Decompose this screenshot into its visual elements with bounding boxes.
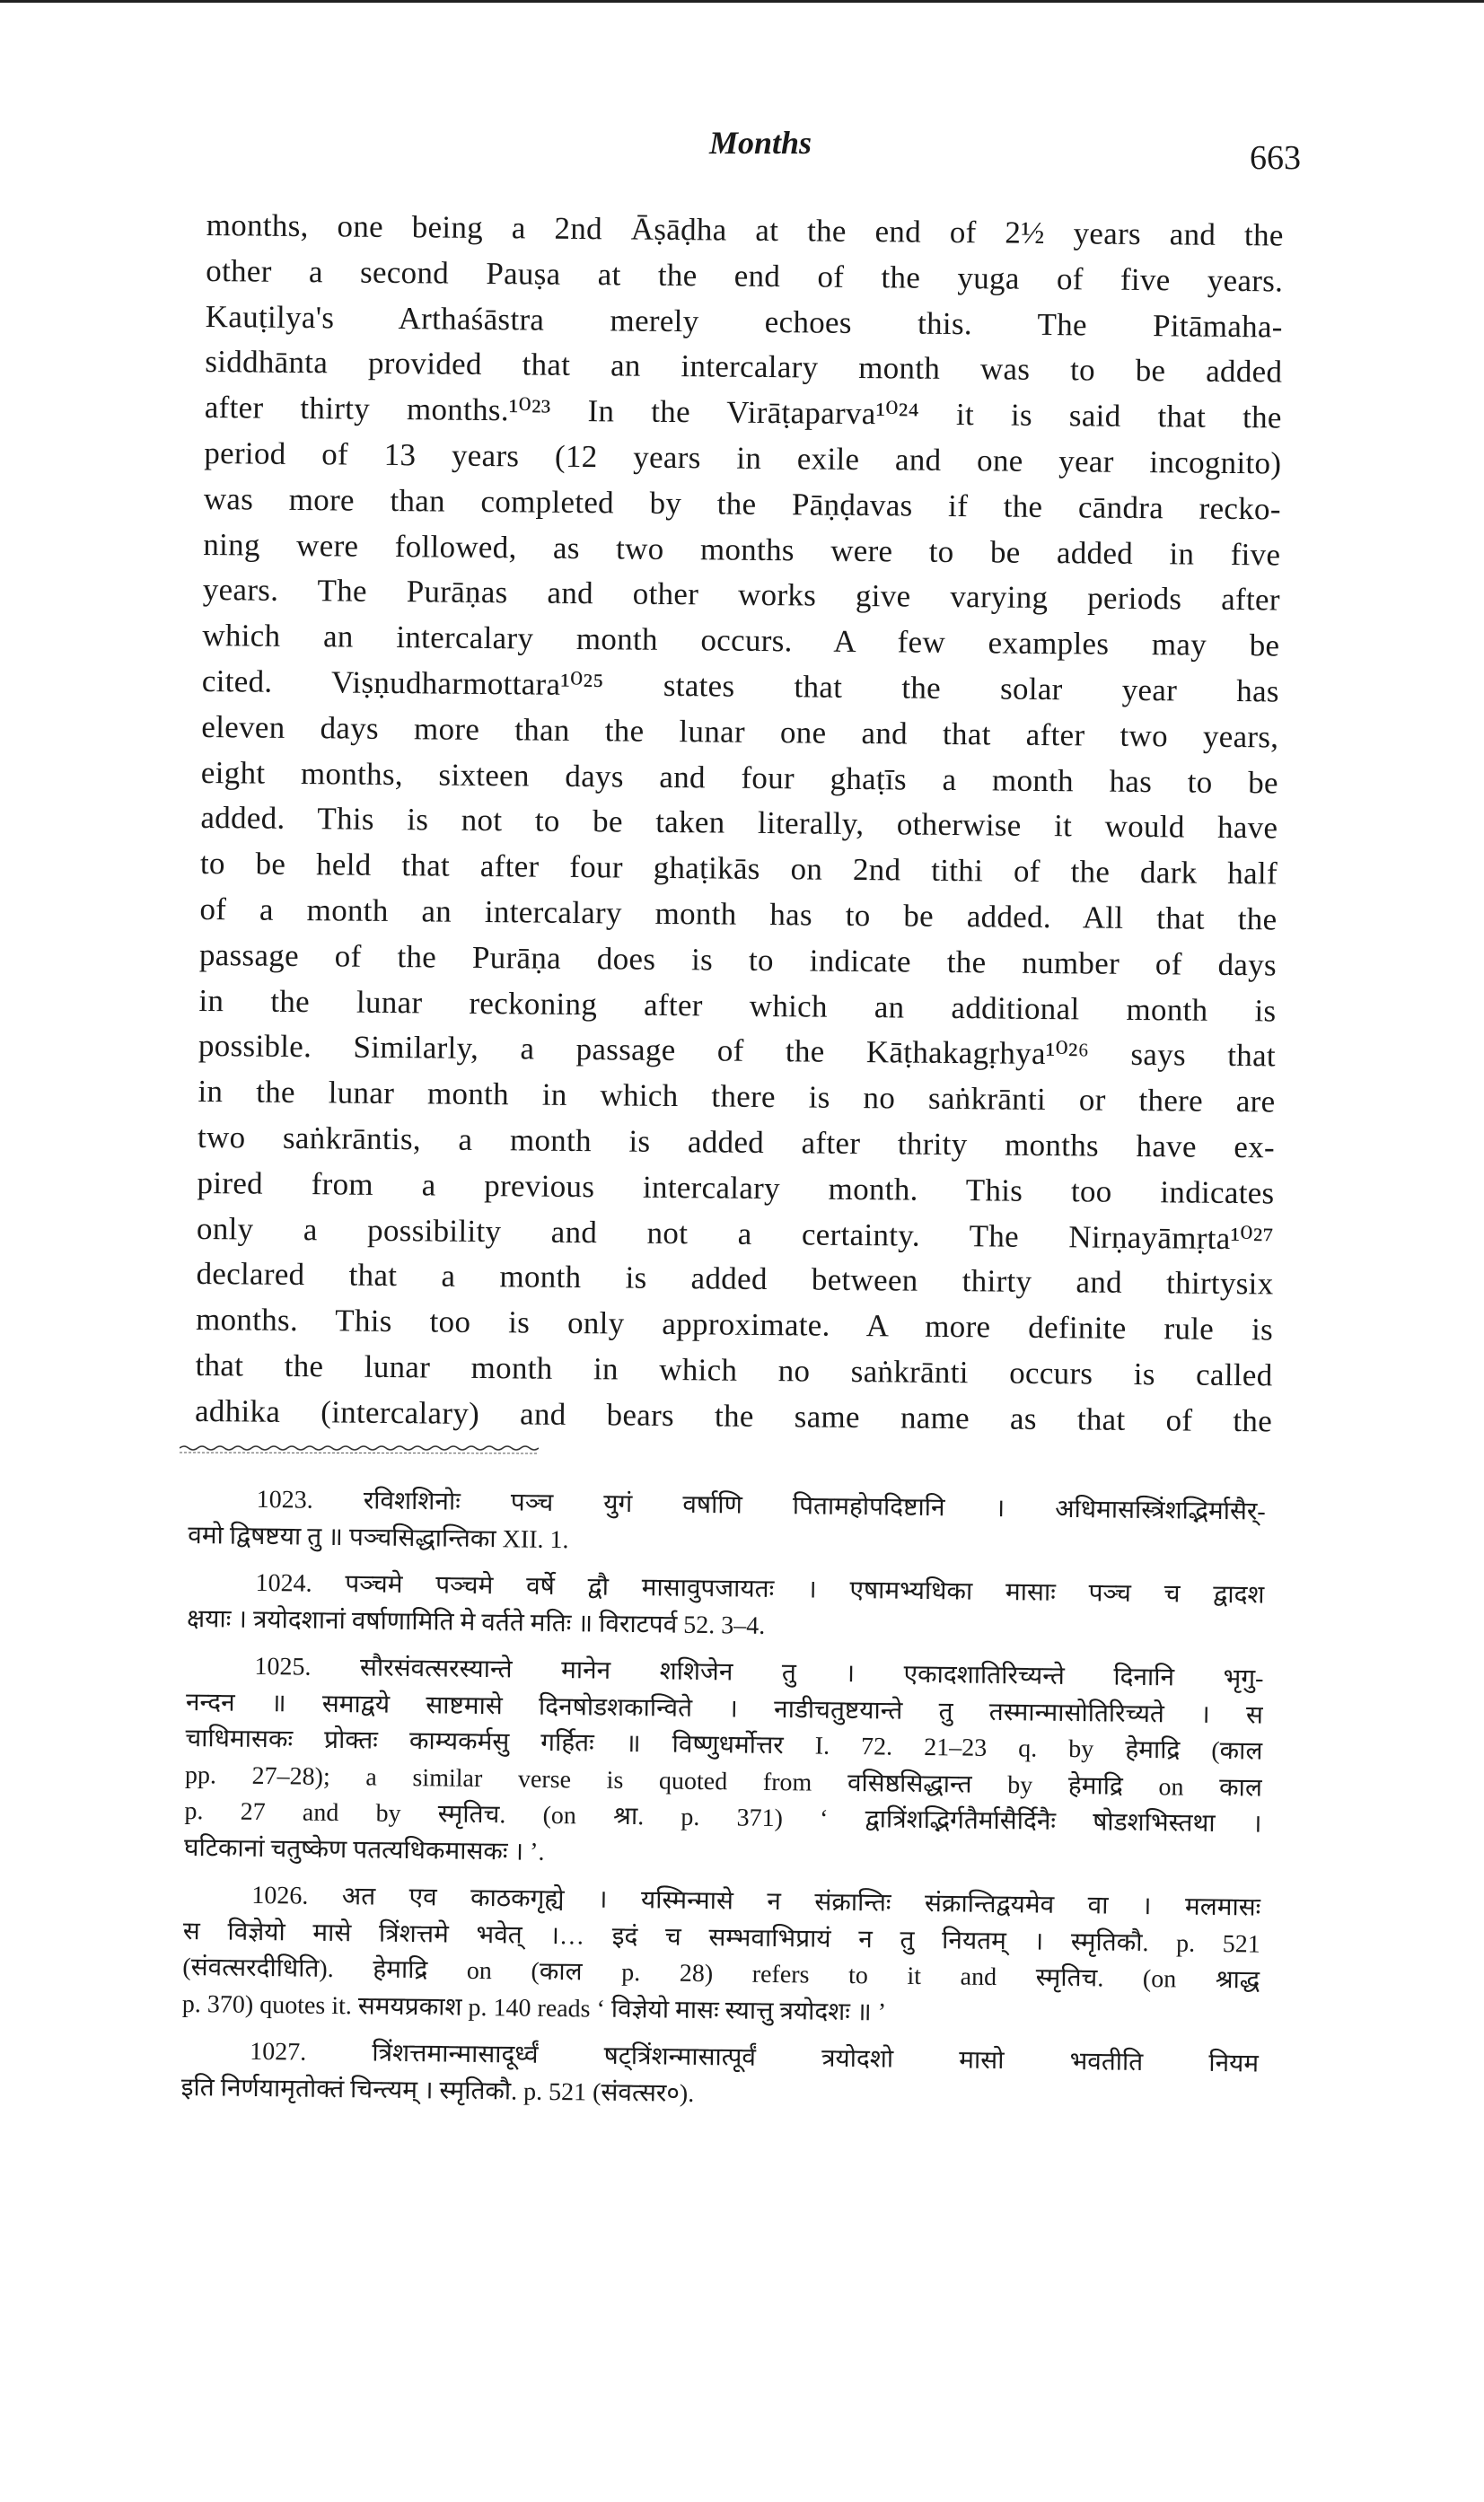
- body-line: passage of the Purāṇa does is to indicate the number of days: [198, 936, 1278, 983]
- footnote-1027: [180, 2033, 1259, 2120]
- footnote-1024: [187, 1565, 1265, 1651]
- footnote-line: p. 370) quotes it. समयप्रकाश p. 140 reads ‘ विज्ञेयो मासः स्यात्तु त्रयोदशः ॥ ’: [181, 1989, 887, 2027]
- footnote-line: स विज्ञेयो मासे त्रिंशत्तमे भवेत् ।… इदं च सम्भवाभिप्रायं न तु नियतम् । स्मृतिकौ. p. 521: [182, 1917, 1260, 1959]
- body-line: in the lunar month in which there is no saṅkrānti or there are: [198, 1074, 1276, 1119]
- body-line: in the lunar reckoning after which an additional month is: [198, 982, 1277, 1029]
- footnote-1026: [182, 1877, 1261, 2036]
- body-line: period of 13 years (12 years in exile and one year incognito): [204, 435, 1282, 481]
- footnote-line: 1024. पञ्चमे पञ्चमे वर्षे द्वौ मासावुपजायतः । एषामभ्यधिका मासाः पञ्च च द्वादश: [255, 1568, 1265, 1610]
- body-line: months, one being a 2nd Āṣāḍha at the end of 2½ years and the: [206, 206, 1284, 253]
- footnote-separator: [180, 1443, 539, 1457]
- body-line: adhika (intercalary) and bears the same name as that of the: [194, 1392, 1273, 1439]
- body-line: months. This too is only approximate. A more definite rule is: [195, 1302, 1274, 1348]
- footnote-line: pp. 27–28); a similar verse is quoted from वसिष्ठसिद्धान्त by हेमाद्रि on काल: [184, 1760, 1263, 1803]
- body-line: to be held that after four ghaṭikās on 2nd tithi of the dark half: [199, 846, 1278, 891]
- footnote-line: 1027. त्रिंशत्तमान्मासादूर्ध्वं षट्त्रिंशन्मासात्पूर्वं त्रयोदशो मासो भवतीति नियम: [250, 2037, 1260, 2078]
- footnote-line: 1025. सौरसंवत्सरस्यान्ते मानेन शशिजेन तु । एकादशातिरिच्यन्ते दिनानि भृगु-: [254, 1652, 1264, 1693]
- footnote-1025: [184, 1648, 1264, 1880]
- body-line: two saṅkrāntis, a month is added after thrity months have ex-: [197, 1119, 1276, 1165]
- body-line: added. This is not to be taken literally, otherwise it would have: [200, 800, 1278, 846]
- body-line: cited. Viṣṇudharmottara¹⁰²⁵ states that the solar year has: [201, 663, 1280, 709]
- body-line: after thirty months.¹⁰²³ In the Virāṭaparva¹⁰²⁴ it is said that the: [204, 390, 1282, 435]
- body-line: declared that a month is added between thirty and thirtysix: [196, 1256, 1274, 1302]
- body-line: which an intercalary month occurs. A few examples may be: [202, 618, 1280, 663]
- running-head: [0, 117, 1484, 177]
- body-line: only a possibility and not a certainty. The Nirṇayāmṛta¹⁰²⁷: [196, 1210, 1275, 1256]
- footnote-line: नन्दन ॥ समाद्वये साष्टमासे दिनषोडशकान्विते । नाडीचतुष्टयान्ते तु तस्मान्मासोतिरिच्यते । स: [185, 1688, 1264, 1730]
- footnote-1023: [188, 1481, 1266, 1567]
- footnote-line: क्षयाः । त्रयोदशानां वर्षाणामिति मे वर्तते मतिः ॥ विराटपर्व 52. 3–4.: [186, 1604, 766, 1640]
- footnote-line: वमो द्विषष्टया तु ॥ पञ्चसिद्धान्तिका XII. 1.: [188, 1521, 569, 1554]
- running-title: Months: [709, 125, 812, 161]
- body-line: ning were followed, as two months were to be added in five: [203, 526, 1281, 573]
- body-line: was more than completed by the Pāṇḍavas if the cāndra recko-: [203, 480, 1281, 527]
- page-number: 663: [1250, 139, 1301, 177]
- top-rule: [0, 0, 1484, 3]
- body-line: years. The Purāṇas and other works give varying periods after: [202, 572, 1280, 618]
- body-line: siddhānta provided that an intercalary month was to be added: [205, 344, 1283, 390]
- footnote-line: p. 27 and by स्मृतिच. (on श्रा. p. 371) ‘ द्वात्रिंशद्भिर्गतैर्मासैर्दिनैः षोडशभिस्तथा ।: [184, 1796, 1262, 1839]
- footnotes: [180, 1481, 1265, 2120]
- footnote-line: (संवत्सरदीधिति). हेमाद्रि on (काल p. 28) refers to it and स्मृतिच. (on श्राद्ध: [182, 1953, 1260, 1995]
- body-line: eight months, sixteen days and four ghaṭīs a month has to be: [200, 754, 1279, 801]
- footnote-line: 1023. रविशशिनोः पञ्च युगं वर्षाणि पितामहोपदिष्टानि । अधिमासस्त्रिंशद्भिर्मासैर्-: [256, 1485, 1266, 1526]
- body-line: possible. Similarly, a passage of the Kāṭhakagṛhya¹⁰²⁶ says that: [198, 1028, 1277, 1074]
- body-line: that the lunar month in which no saṅkrānti occurs is called: [195, 1347, 1273, 1393]
- body-line: eleven days more than the lunar one and that after two years,: [201, 708, 1279, 755]
- footnote-line: 1026. अत एव काठकगृह्ये । यस्मिन्मासे न संक्रान्तिः संक्रान्तिद्वयमेव वा । मलमासः: [251, 1881, 1261, 1922]
- footnote-line: इति निर्णयामृतोक्तं चिन्त्यम् । स्मृतिकौ. p. 521 (संवत्सर०).: [180, 2073, 695, 2108]
- body-line: other a second Pauṣa at the end of the yuga of five years.: [206, 252, 1284, 299]
- body-line: Kauṭilya's Arthaśāstra merely echoes this. The Pitāmaha-: [205, 298, 1283, 345]
- footnote-line: घटिकानां चतुष्केण पतत्यधिकमासकः । ’.: [183, 1833, 545, 1866]
- body-line: pired from a previous intercalary month. This too indicates: [197, 1164, 1275, 1211]
- footnote-line: चाधिमासकः प्रोक्तः काम्यकर्मसु गर्हितः ॥ विष्णुधर्मोत्तर I. 72. 21–23 q. by हेमाद्रि (काल: [185, 1724, 1263, 1766]
- main-text-block: [195, 203, 1284, 1444]
- body-line: of a month an intercalary month has to be added. All that the: [199, 891, 1278, 937]
